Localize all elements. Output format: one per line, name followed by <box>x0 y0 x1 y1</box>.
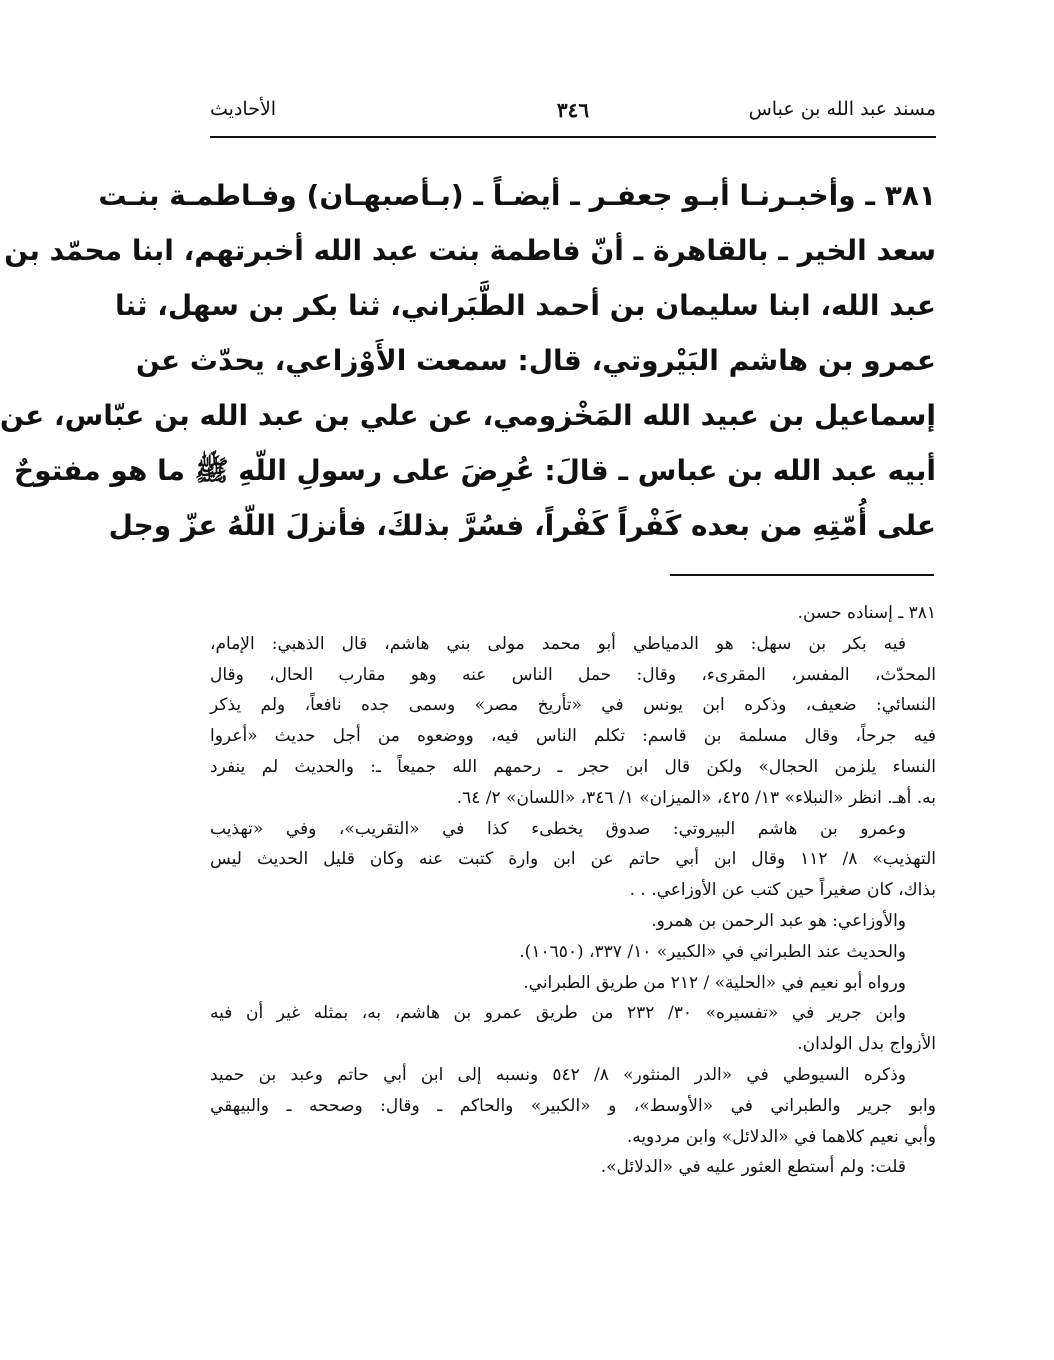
footnote-line: وابو جرير والطبراني في «الأوسط»، و «الكبير» والحاكم ـ وقال: وصححه ـ والبيهقي <box>210 1095 936 1116</box>
header-rule <box>210 136 936 138</box>
footnotes <box>210 598 936 1183</box>
hadith-line: إسماعيل بن عبيد الله المَخْزومي، عن علي بن عبد الله بن عبّاس، عن <box>0 399 936 432</box>
hadith-line: عمرو بن هاشم البَيْروتي، قال: سمعت الأَوْزاعي، يحدّث عن <box>135 344 936 377</box>
footnote-line: ورواه أبو نعيم في «الحلية» / ٢١٢ من طريق الطبراني. <box>523 972 906 993</box>
footnote-line: فيه جرحاً، وقال مسلمة بن قاسم: تكلم الناس فيه، ووضعوه من أجل حديث «أعروا <box>210 726 936 747</box>
hadith-line: على أُمّتِهِ من بعده كَفْراً كَفْراً، فسُرَّ بذلكَ، فأنزلَ اللّهُ عزّ وجل <box>108 509 936 542</box>
footnote-line: به. أهـ. انظر «النبلاء» ١٣/ ٤٢٥، «الميزان» ١/ ٣٤٦، «اللسان» ٢/ ٦٤. <box>456 787 936 808</box>
page-number: ٣٤٦ <box>556 98 590 122</box>
running-header <box>210 98 936 128</box>
footnote-line: قلت: ولم أستطع العثور عليه في «الدلائل». <box>600 1157 906 1178</box>
footnote-line: فيه بكر بن سهل: هو الدمياطي أبو محمد مولى بني هاشم، قال الذهبي: الإمام، <box>210 633 906 654</box>
footnote-line: المحدّث، المفسر، المقرىء، وقال: حمل الناس عنه وهو مقارب الحال، وقال <box>210 664 936 685</box>
footnote-line: ٣٨١ ـ إسناده حسن. <box>797 603 936 623</box>
footnote-line: بذاك، كان صغيراً حين كتب عن الأوزاعي. . . <box>629 880 936 901</box>
footnote-line: وأبي نعيم كلاهما في «الدلائل» وابن مردويه. <box>626 1126 936 1147</box>
section-title: الأحاديث <box>210 98 277 120</box>
footnote-line: النسائي: ضعيف، وذكره ابن يونس في «تأريخ مصر» وسمى جده نافعاً، ولم يذكر <box>210 695 936 716</box>
book-title: مسند عبد الله بن عباس <box>748 98 936 120</box>
hadith-line: ٣٨١ ـ وأخبـرنـا أبـو جعفـر ـ أيضـاً ـ (بـأصبهـان) وفـاطمـة بنـت <box>98 179 936 212</box>
footnote-line: الأزواج بدل الولدان. <box>797 1034 936 1055</box>
hadith-line: عبد الله، ابنا سليمان بن أحمد الطَّبَراني، ثنا بكر بن سهل، ثنا <box>115 289 936 322</box>
footnote-line: النساء يلزمن الحجال» ولكن قال ابن حجر ـ رحمهم الله جميعاً ـ: والحديث لم ينفرد <box>210 756 936 777</box>
footnote-line: التهذيب» ٨/ ١١٢ وقال ابن أبي حاتم عن ابن وارة كتبت عنه وكان قليل الحديث ليس <box>210 849 936 870</box>
footnote-line: وذكره السيوطي في «الدر المنثور» ٨/ ٥٤٢ ونسبه إلى ابن أبي حاتم وعبد بن حميد <box>210 1064 906 1085</box>
hadith-text <box>0 168 936 553</box>
footnote-line: والحديث عند الطبراني في «الكبير» ١٠/ ٣٣٧، (١٠٦٥٠). <box>519 941 906 962</box>
footnote-line: وابن جرير في «تفسيره» ٣٠/ ٢٣٢ من طريق عمرو بن هاشم، به، بمثله غير أن فيه <box>210 1003 906 1024</box>
footnote-line: والأوزاعي: هو عبد الرحمن بن همرو. <box>651 910 906 931</box>
hadith-line: أبيه عبد الله بن عباس ـ قالَ: عُرِضَ على رسولِ اللّهِ ﷺ ما هو مفتوحٌ <box>14 454 936 487</box>
footnote-line: وعمرو بن هاشم البيروتي: صدوق يخطىء كذا في «التقريب»، وفي «تهذيب <box>210 818 906 839</box>
footnote-separator <box>670 574 934 576</box>
hadith-line: سعد الخير ـ بالقاهرة ـ أنّ فاطمة بنت عبد الله أخبرتهم، ابنا محمّد بن <box>4 234 936 267</box>
